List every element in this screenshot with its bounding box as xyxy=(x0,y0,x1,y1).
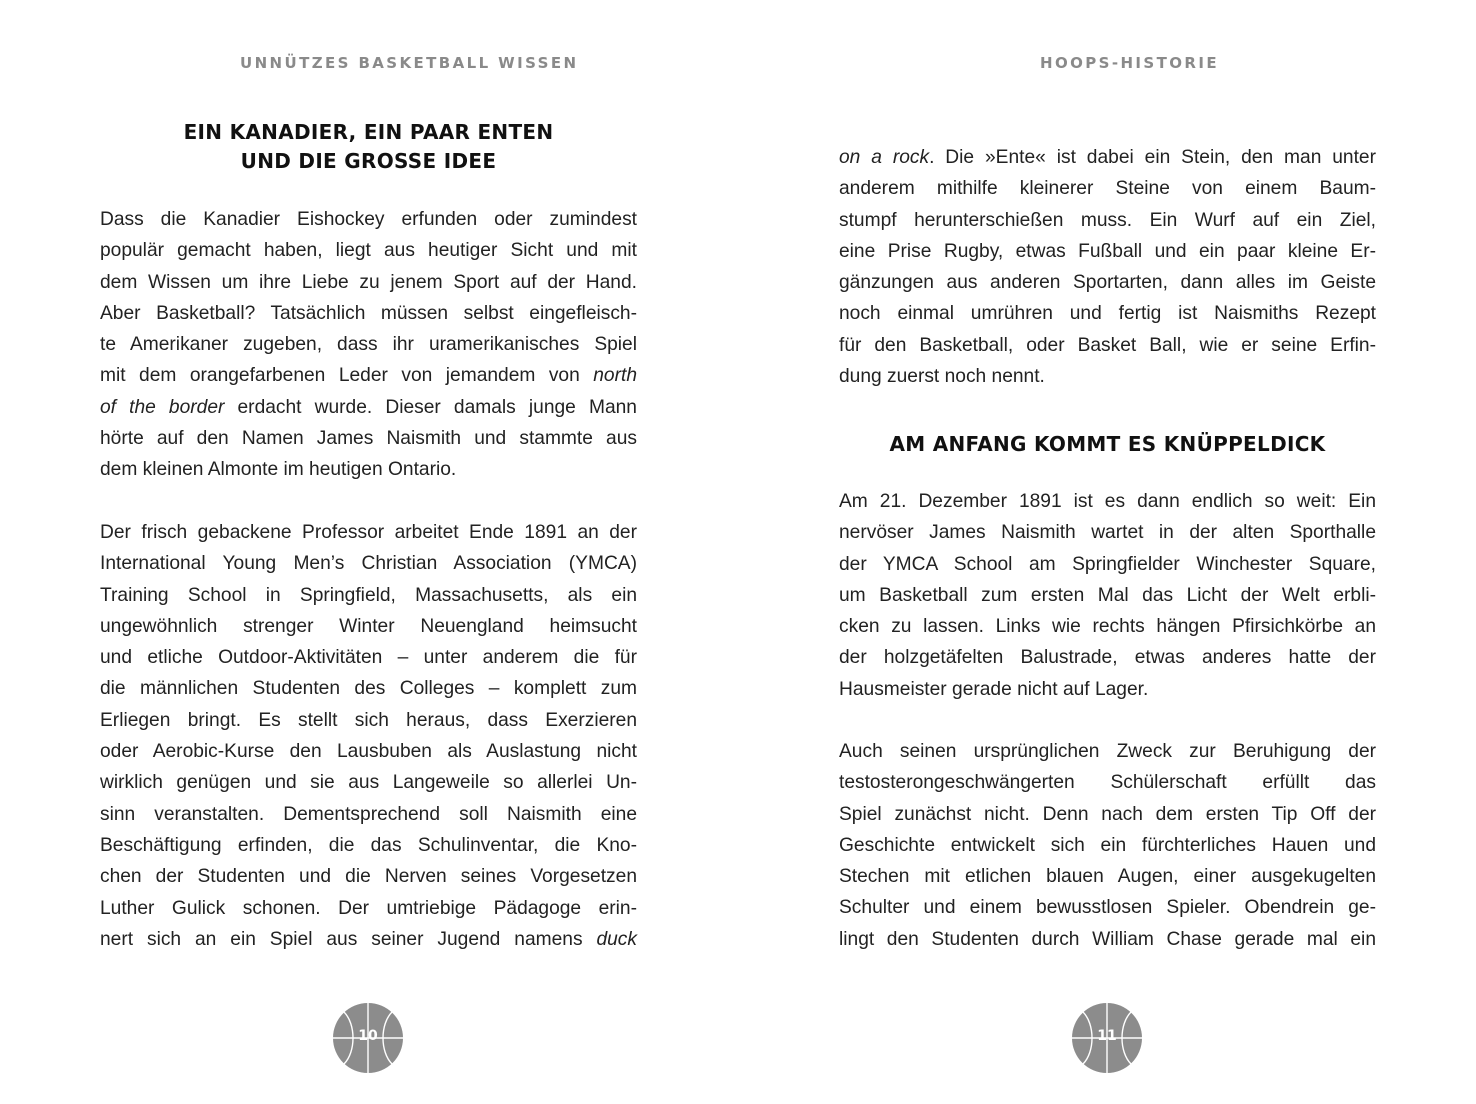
text-line: anderem mithilfe kleinerer Steine von einem Baum- xyxy=(839,178,1376,200)
text-line: der holzgetäfelten Balustrade, etwas anderes hatte der xyxy=(839,647,1376,669)
paragraph-right-2 xyxy=(839,736,1376,955)
italic-phrase: on a rock xyxy=(839,147,930,168)
text-segment: mit dem orangefarbenen Leder von jemandem von xyxy=(100,365,580,387)
italic-phrase: duck xyxy=(596,928,637,950)
heading-text: AM ANFANG KOMMT ES KNÜPPELDICK xyxy=(889,432,1326,456)
text-line: der YMCA School am Springfielder Winchester Square, xyxy=(839,553,1376,575)
chapter-heading-right xyxy=(839,430,1376,459)
text-line: populär gemacht haben, liegt aus heutiger Sicht und mit xyxy=(100,240,637,262)
text-line: wirklich genügen und sie aus Langeweile so allerlei Un- xyxy=(100,772,637,794)
text-line-mixed xyxy=(839,142,1376,173)
text-line: dem Wissen um ihre Liebe zu jenem Sport auf der Hand. xyxy=(100,271,637,293)
text-line: hörte auf den Namen James Naismith und stammte aus xyxy=(100,428,637,450)
text-segment: erdacht wurde. Dieser damals junge Mann xyxy=(237,396,637,418)
text-line: chen der Studenten und die Nerven seines Vorgesetzen xyxy=(100,866,637,888)
text-line: Training School in Springfield, Massachusetts, als ein xyxy=(100,584,637,606)
text-line: gänzungen aus anderen Sportarten, dann alles im Geiste xyxy=(839,272,1376,294)
text-line: Erliegen bringt. Es stellt sich heraus, dass Exerzieren xyxy=(100,709,637,731)
page-number-right xyxy=(1071,1002,1143,1074)
text-line: für den Basketball, oder Basket Ball, wie er seine Erfin- xyxy=(839,334,1376,356)
text-line: Aber Basketball? Tatsächlich müssen selbst eingefleisch- xyxy=(100,302,637,324)
text-segment: nert sich an ein Spiel aus seiner Jugend namens xyxy=(100,928,583,950)
text-line: nervöser James Naismith wartet in der alten Sporthalle xyxy=(839,522,1376,544)
text-line: Auch seinen ursprünglichen Zweck zur Beruhigung der xyxy=(839,741,1376,762)
page-number-left xyxy=(332,1002,404,1074)
text-line: testosterongeschwängerten Schülerschaft erfüllt das xyxy=(839,772,1376,794)
text-line: oder Aerobic-Kurse den Lausbuben als Auslastung nicht xyxy=(100,741,637,763)
text-line: um Basketball zum ersten Mal das Licht der Welt erbli- xyxy=(839,584,1376,606)
text-line: Dass die Kanadier Eishockey erfunden oder zumindest xyxy=(100,209,637,230)
paragraph-left-2 xyxy=(100,517,637,955)
text-line-mixed xyxy=(100,360,637,391)
text-line: Der frisch gebackene Professor arbeitet Ende 1891 an der xyxy=(100,522,637,543)
chapter-heading-left xyxy=(100,118,637,176)
text-line: Geschichte entwickelt sich ein fürchterliches Hauen und xyxy=(839,834,1376,856)
text-line: cken zu lassen. Links wie rechts hängen Pfirsichkörbe an xyxy=(839,616,1376,638)
paragraph-right-0 xyxy=(839,142,1376,392)
text-line: Schulter und einem bewusstlosen Spieler. Obendrein ge- xyxy=(839,897,1376,919)
text-line: noch einmal umrühren und fertig ist Naismiths Rezept xyxy=(839,303,1376,325)
text-line: International Young Men’s Christian Association (YMCA) xyxy=(100,553,637,575)
page-number-text: 11 xyxy=(1097,1028,1117,1044)
right-page xyxy=(738,0,1476,1104)
text-line: sinn veranstalten. Dementsprechend soll Naismith eine xyxy=(100,803,637,825)
text-line: die männlichen Studenten des Colleges – komplett zum xyxy=(100,678,637,700)
text-line: Stechen mit etlichen blauen Augen, einer ausgekugelten xyxy=(839,866,1376,888)
text-segment: . Die »Ente« ist dabei ein Stein, den man unter xyxy=(929,147,1376,168)
text-line: Spiel zunächst nicht. Denn nach dem ersten Tip Off der xyxy=(839,803,1376,825)
text-line: eine Prise Rugby, etwas Fußball und ein paar kleine Er- xyxy=(839,240,1376,262)
text-line: dung zuerst noch nennt. xyxy=(839,366,1045,388)
heading-line-2: UND DIE GROSSE IDEE xyxy=(240,149,497,173)
text-line-mixed xyxy=(100,924,637,955)
italic-phrase: of the border xyxy=(100,396,225,418)
running-head-left: UNNÜTZES BASKETBALL WISSEN xyxy=(240,54,579,72)
text-line: Beschäftigung erfinden, die das Schulinventar, die Kno- xyxy=(100,834,637,856)
page-number-text: 10 xyxy=(358,1028,378,1044)
text-line: ungewöhnlich strenger Winter Neuengland heimsucht xyxy=(100,615,637,637)
text-line: stumpf herunterschießen muss. Ein Wurf auf ein Ziel, xyxy=(839,209,1376,231)
text-line: und etliche Outdoor-Aktivitäten – unter anderem die für xyxy=(100,647,637,669)
paragraph-left-1 xyxy=(100,204,637,486)
text-line: lingt den Studenten durch William Chase gerade mal ein xyxy=(839,928,1376,950)
text-line: Am 21. Dezember 1891 ist es dann endlich so weit: Ein xyxy=(839,491,1376,512)
heading-line-1: EIN KANADIER, EIN PAAR ENTEN xyxy=(183,120,554,144)
paragraph-right-1 xyxy=(839,486,1376,705)
italic-phrase: north xyxy=(593,365,637,387)
text-line: te Amerikaner zugeben, dass ihr uramerikanisches Spiel xyxy=(100,334,637,356)
text-line: Luther Gulick schonen. Der umtriebige Pädagoge erin- xyxy=(100,897,637,919)
text-line-mixed xyxy=(100,392,637,423)
running-head-right: HOOPS-HISTORIE xyxy=(1040,54,1219,72)
text-line: dem kleinen Almonte im heutigen Ontario. xyxy=(100,459,457,481)
text-line: Hausmeister gerade nicht auf Lager. xyxy=(839,678,1149,700)
